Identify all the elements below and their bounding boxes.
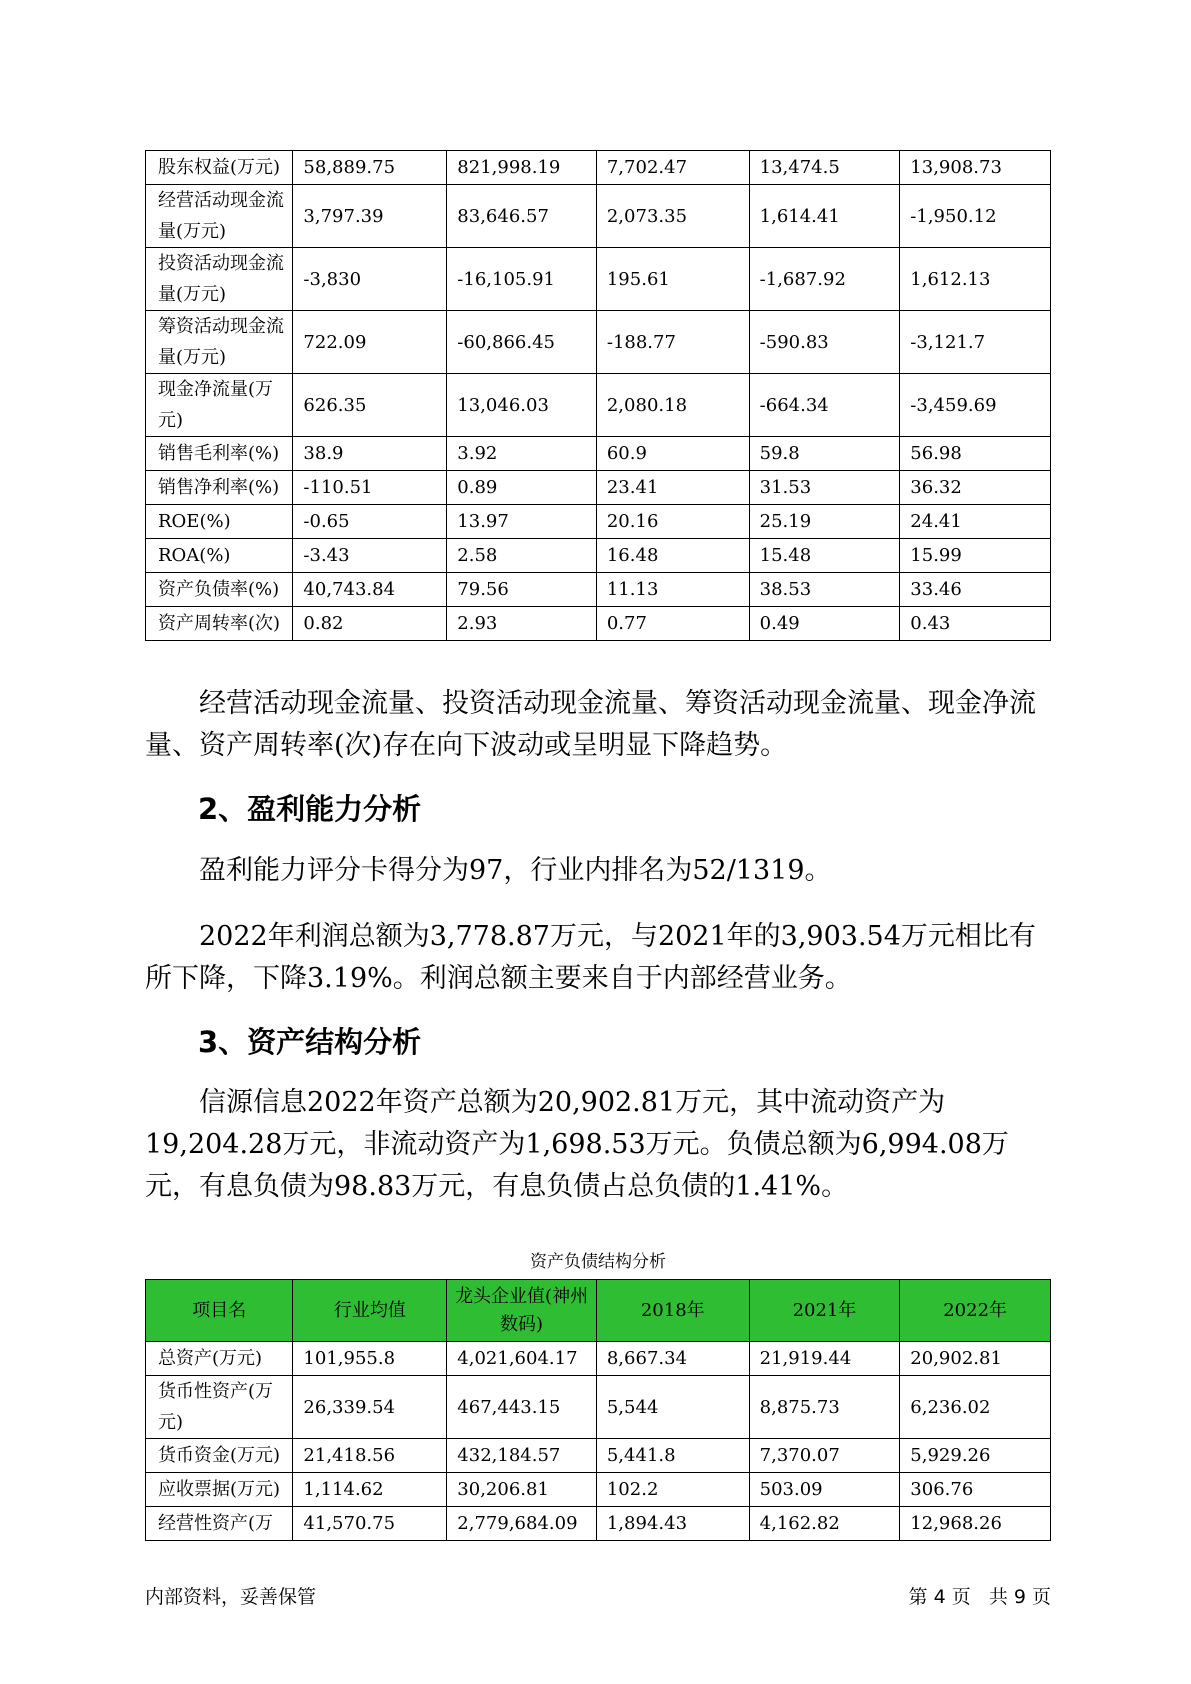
table-row (146, 1507, 1051, 1541)
table-row (146, 471, 1051, 505)
table-row (146, 573, 1051, 607)
row-label: 经营性资产(万 (146, 1507, 293, 1541)
table-cell: 38.53 (749, 573, 900, 607)
table-cell: -110.51 (293, 471, 447, 505)
section-heading-profitability: 2、盈利能力分析 (198, 792, 422, 826)
table-cell: 2.93 (447, 607, 597, 641)
table-header-row (146, 1280, 1051, 1342)
table-cell: 6,236.02 (900, 1376, 1051, 1439)
table-cell: 1,894.43 (596, 1507, 749, 1541)
table-cell: 8,875.73 (749, 1376, 900, 1439)
column-header: 2021年 (749, 1280, 900, 1342)
table-cell: 3.92 (447, 437, 597, 471)
table-cell: 0.82 (293, 607, 447, 641)
table-cell: -16,105.91 (447, 248, 597, 311)
table-cell: 5,929.26 (900, 1439, 1051, 1473)
table-cell: -1,687.92 (749, 248, 900, 311)
table-cell: 722.09 (293, 311, 447, 374)
table-cell: -3.43 (293, 539, 447, 573)
table-cell: 21,919.44 (749, 1342, 900, 1376)
row-label: 筹资活动现金流量(万元) (146, 311, 293, 374)
table-cell: 41,570.75 (293, 1507, 447, 1541)
table-cell: 79.56 (447, 573, 597, 607)
row-label: 资产周转率(次) (146, 607, 293, 641)
row-label: 资产负债率(%) (146, 573, 293, 607)
table-cell: 626.35 (293, 374, 447, 437)
table-cell: 13,474.5 (749, 151, 900, 185)
row-label: 股东权益(万元) (146, 151, 293, 185)
row-label: 总资产(万元) (146, 1342, 293, 1376)
table-cell: -60,866.45 (447, 311, 597, 374)
table-cell: 101,955.8 (293, 1342, 447, 1376)
profitability-score-paragraph: 盈利能力评分卡得分为97，行业内排名为52/1319。 (199, 855, 832, 886)
row-label: 销售毛利率(%) (146, 437, 293, 471)
table-cell: 26,339.54 (293, 1376, 447, 1439)
table-cell: 58,889.75 (293, 151, 447, 185)
column-header: 项目名 (146, 1280, 293, 1342)
section-heading-asset-structure: 3、资产结构分析 (198, 1025, 422, 1059)
profit-total-paragraph: 2022年利润总额为3,778.87万元，与2021年的3,903.54万元相比有所下降，下降3.19%。利润总额主要来自于内部经营业务。 (145, 921, 1036, 994)
row-label: 销售净利率(%) (146, 471, 293, 505)
table-cell: 195.61 (596, 248, 749, 311)
asset-structure-paragraph: 信源信息2022年资产总额为20,902.81万元，其中流动资产为19,204.28万元，非流动资产为1,698.53万元。负债总额为6,994.08万元，有息负债为98.83万元，有息负债占总负债的1.41%。 (145, 1087, 1009, 1202)
table-cell: -590.83 (749, 311, 900, 374)
table-cell: -1,950.12 (900, 185, 1051, 248)
table-cell: 0.89 (447, 471, 597, 505)
table-cell: 5,441.8 (596, 1439, 749, 1473)
table-cell: 102.2 (596, 1473, 749, 1507)
table-cell: 5,544 (596, 1376, 749, 1439)
table-cell: 16.48 (596, 539, 749, 573)
table-cell: -3,121.7 (900, 311, 1051, 374)
table-cell: -188.77 (596, 311, 749, 374)
table-row (146, 1473, 1051, 1507)
table-cell: 2,779,684.09 (447, 1507, 597, 1541)
table-row (146, 374, 1051, 437)
table-row (146, 248, 1051, 311)
table-row (146, 151, 1051, 185)
table-cell: 83,646.57 (447, 185, 597, 248)
table-cell: 38.9 (293, 437, 447, 471)
table-cell: 20,902.81 (900, 1342, 1051, 1376)
table-cell: 15.99 (900, 539, 1051, 573)
table-cell: 25.19 (749, 505, 900, 539)
table-cell: 23.41 (596, 471, 749, 505)
table-cell: 13,908.73 (900, 151, 1051, 185)
table-cell: 36.32 (900, 471, 1051, 505)
table-cell: 15.48 (749, 539, 900, 573)
table-cell: -0.65 (293, 505, 447, 539)
table-cell: 432,184.57 (447, 1439, 597, 1473)
table-cell: 56.98 (900, 437, 1051, 471)
row-label: ROA(%) (146, 539, 293, 573)
table-cell: 20.16 (596, 505, 749, 539)
table-cell: 0.49 (749, 607, 900, 641)
table-cell: 3,797.39 (293, 185, 447, 248)
table-cell: 1,612.13 (900, 248, 1051, 311)
table-cell: 0.77 (596, 607, 749, 641)
table-cell: -3,459.69 (900, 374, 1051, 437)
column-header: 2018年 (596, 1280, 749, 1342)
table-cell: 467,443.15 (447, 1376, 597, 1439)
column-header: 行业均值 (293, 1280, 447, 1342)
table-cell: 306.76 (900, 1473, 1051, 1507)
table-cell: 2.58 (447, 539, 597, 573)
table-cell: 7,702.47 (596, 151, 749, 185)
financial-metrics-table (145, 150, 1051, 641)
table-caption: 资产负债结构分析 (530, 1252, 666, 1272)
table-cell: 0.43 (900, 607, 1051, 641)
trend-summary-paragraph: 经营活动现金流量、投资活动现金流量、筹资活动现金流量、现金净流量、资产周转率(次)存在向下波动或呈明显下降趋势。 (145, 688, 1036, 761)
column-header: 龙头企业值(神州数码) (447, 1280, 597, 1342)
table-cell: 8,667.34 (596, 1342, 749, 1376)
row-label: 货币资金(万元) (146, 1439, 293, 1473)
table-cell: 12,968.26 (900, 1507, 1051, 1541)
table-cell: 31.53 (749, 471, 900, 505)
table-row (146, 185, 1051, 248)
table-cell: 33.46 (900, 573, 1051, 607)
table-cell: 2,080.18 (596, 374, 749, 437)
table-row (146, 1439, 1051, 1473)
footer-confidential-note: 内部资料，妥善保管 (145, 1586, 317, 1608)
table-cell: 24.41 (900, 505, 1051, 539)
table-cell: 21,418.56 (293, 1439, 447, 1473)
table-cell: 7,370.07 (749, 1439, 900, 1473)
table-cell: 503.09 (749, 1473, 900, 1507)
table-cell: 1,114.62 (293, 1473, 447, 1507)
table-row (146, 539, 1051, 573)
table-cell: 11.13 (596, 573, 749, 607)
row-label: 现金净流量(万元) (146, 374, 293, 437)
table-cell: 821,998.19 (447, 151, 597, 185)
table-cell: 40,743.84 (293, 573, 447, 607)
table-row (146, 505, 1051, 539)
table-cell: 59.8 (749, 437, 900, 471)
table-cell: 30,206.81 (447, 1473, 597, 1507)
table-row (146, 607, 1051, 641)
row-label: 经营活动现金流量(万元) (146, 185, 293, 248)
row-label: 投资活动现金流量(万元) (146, 248, 293, 311)
row-label: 应收票据(万元) (146, 1473, 293, 1507)
footer-page-number: 第 4 页 共 9 页 (908, 1586, 1051, 1608)
table-row (146, 311, 1051, 374)
table-cell: 4,162.82 (749, 1507, 900, 1541)
table-cell: 2,073.35 (596, 185, 749, 248)
table-cell: 60.9 (596, 437, 749, 471)
table-cell: 13.97 (447, 505, 597, 539)
asset-liability-structure-table (145, 1279, 1051, 1541)
table-cell: -3,830 (293, 248, 447, 311)
table-cell: 13,046.03 (447, 374, 597, 437)
table-cell: 4,021,604.17 (447, 1342, 597, 1376)
table-row (146, 1342, 1051, 1376)
row-label: 货币性资产(万元) (146, 1376, 293, 1439)
table-cell: -664.34 (749, 374, 900, 437)
row-label: ROE(%) (146, 505, 293, 539)
table-row (146, 1376, 1051, 1439)
table-row (146, 437, 1051, 471)
table-cell: 1,614.41 (749, 185, 900, 248)
column-header: 2022年 (900, 1280, 1051, 1342)
